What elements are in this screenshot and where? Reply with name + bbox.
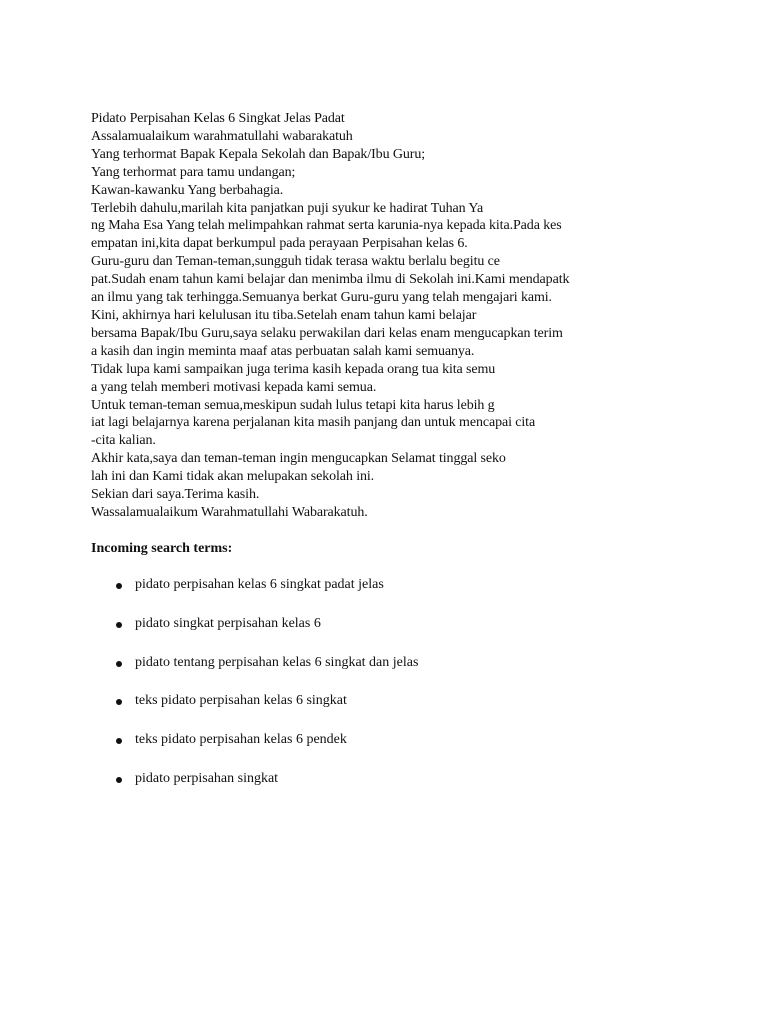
bullet-icon [116,661,122,667]
text-line: Tidak lupa kami sampaikan juga terima kasih kepada orang tua kita semu [91,361,496,377]
text-line: Kini, akhirnya hari kelulusan itu tiba.Setelah enam tahun kami belajar [91,307,477,323]
text-line: bersama Bapak/Ibu Guru,saya selaku perwakilan dari kelas enam mengucapkan terim [91,325,563,341]
search-term: pidato perpisahan kelas 6 singkat padat jelas [135,577,384,592]
search-term: pidato tentang perpisahan kelas 6 singkat dan jelas [135,654,419,670]
bullet-icon [116,738,122,744]
text-line: empatan ini,kita dapat berkumpul pada perayaan Perpisahan kelas 6. [91,236,468,252]
search-term: pidato perpisahan singkat [135,770,279,786]
text-line: Terlebih dahulu,marilah kita panjatkan puji syukur ke hadirat Tuhan Ya [91,200,484,216]
text-line: lah ini dan Kami tidak akan melupakan sekolah ini. [91,469,375,485]
text-line: a kasih dan ingin meminta maaf atas perbuatan salah kami semuanya. [91,343,475,359]
text-line: pat.Sudah enam tahun kami belajar dan menimba ilmu di Sekolah ini.Kami mendapatk [91,272,570,288]
text-line: Yang terhormat Bapak Kepala Sekolah dan Bapak/Ibu Guru; [91,146,426,162]
bullet-icon [116,583,122,589]
text-line: Kawan-kawanku Yang berbahagia. [91,182,284,198]
text-line: Yang terhormat para tamu undangan; [91,164,296,180]
bullet-icon [116,777,122,783]
speech-title: Pidato Perpisahan Kelas 6 Singkat Jelas Padat [91,111,345,126]
text-line: Guru-guru dan Teman-teman,sungguh tidak terasa waktu berlalu begitu ce [91,254,500,270]
text-line: ng Maha Esa Yang telah melimpahkan rahmat serta karunia-nya kepada kita.Pada kes [91,218,562,234]
search-term: pidato singkat perpisahan kelas 6 [135,615,321,631]
text-line: iat lagi belajarnya karena perjalanan kita masih panjang dan untuk mencapai cita [91,415,536,431]
text-line: -cita kalian. [91,433,156,449]
text-line: Sekian dari saya.Terima kasih. [91,487,260,503]
text-line: Akhir kata,saya dan teman-teman ingin mengucapkan Selamat tinggal seko [91,451,506,467]
text-line: Wassalamualaikum Warahmatullahi Wabarakatuh. [91,504,368,520]
search-terms-heading: Incoming search terms: [91,541,233,556]
search-term: teks pidato perpisahan kelas 6 singkat [135,693,347,709]
text-line: Assalamualaikum warahmatullahi wabarakatuh [91,128,353,144]
speech-text [91,110,731,522]
text-line: Untuk teman-teman semua,meskipun sudah lulus tetapi kita harus lebih g [91,397,495,413]
bullet-icon [116,622,122,628]
search-term: teks pidato perpisahan kelas 6 pendek [135,732,347,748]
text-line: an ilmu yang tak terhingga.Semuanya berkat Guru-guru yang telah mengajari kami. [91,290,552,306]
text-line: a yang telah memberi motivasi kepada kami semua. [91,379,377,395]
bullet-icon [116,699,122,705]
